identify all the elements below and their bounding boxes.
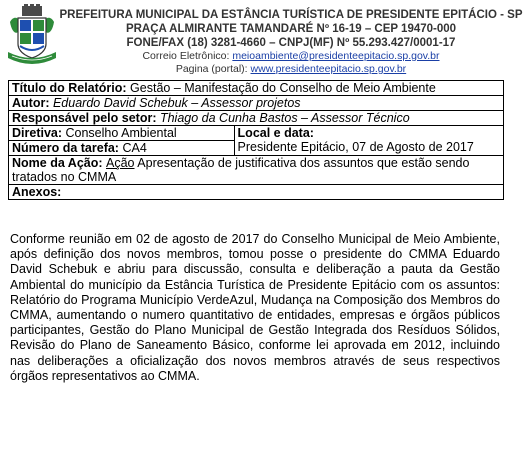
task-label: Número da tarefa: (12, 141, 119, 155)
row-attachments (9, 185, 504, 200)
email-label: Correio Eletrônico: (142, 50, 233, 62)
title-value: Gestão – Manifestação do Conselho de Meio Ambiente (126, 81, 436, 95)
row-directorate-place (9, 126, 504, 141)
author-label: Autor: (12, 96, 50, 110)
letterhead (56, 8, 526, 76)
municipal-crest-emblem (6, 4, 58, 70)
report-info-table (8, 80, 504, 200)
place-value: Presidente Epitácio, 07 de Agosto de 2017 (237, 140, 474, 154)
directorate-value: Conselho Ambiental (62, 126, 177, 140)
row-author (9, 96, 504, 111)
cell-directorate (9, 126, 235, 141)
portal-link[interactable]: www.presidenteepitacio.sp.gov.br (250, 63, 407, 75)
action-label: Nome da Ação: (12, 156, 107, 170)
author-value: Eduardo David Schebuk – Assessor projetos (49, 96, 301, 110)
row-responsible (9, 111, 504, 126)
row-title (9, 81, 504, 96)
report-body-paragraph: Conforme reunião em 02 de agosto de 2017 do Conselho Municipal de Meio Ambiente, após definição dos novos membros, tomou posse o presidente do CMMA Eduardo David Schebuk e abriu para discussão, consulta e deliberação a pauta da Gestão Ambiental do município da Estância Turística de Presidente Epitácio com os assuntos: Relatório do Programa Município VerdeAzul, Mudança na Composição dos Membros do CMMA, aumentando o numero quantitativo de entidades, empresas e órgãos públicos participantes, Gestão do Plano Municipal de Gestão Integrada dos Resíduos Sólidos, Revisão do Plano de Saneamento Básico, conforme lei aprovada em 2012, incluindo nas deliberações a oficialização dos novos membros através de seus respectivos órgãos representativos ao CMMA. (10, 232, 500, 383)
cell-attachments (9, 185, 504, 200)
letterhead-phone-cnpj: FONE/FAX (18) 3281-4660 – CNPJ(MF) Nº 55.293.427/0001-17 (126, 37, 456, 49)
action-underlined-word: Ação (106, 156, 135, 170)
responsible-value: Thiago da Cunha Bastos – Assessor Técnico (156, 111, 410, 125)
letterhead-address: PRAÇA ALMIRANTE TAMANDARÉ Nº 16-19 – CEP 19470-000 (125, 23, 457, 35)
cell-task (9, 141, 235, 156)
letterhead-institution: PREFEITURA MUNICIPAL DA ESTÂNCIA TURÍSTICA DE PRESIDENTE EPITÁCIO - SP (59, 9, 523, 21)
title-label: Título do Relatório: (12, 81, 127, 95)
attachments-label: Anexos: (12, 185, 62, 199)
row-action (9, 156, 504, 185)
email-link[interactable]: meioambiente@presidenteepitacio.sp.gov.br (232, 50, 440, 62)
letterhead-portal-line (56, 63, 526, 76)
cell-title (9, 81, 504, 96)
cell-author (9, 96, 504, 111)
cell-responsible (9, 111, 504, 126)
cell-place-date (234, 126, 503, 156)
directorate-label: Diretiva: (12, 126, 63, 140)
task-value: CA4 (118, 141, 147, 155)
cell-action (9, 156, 504, 185)
action-value: Apresentação de justificativa dos assuntos que estão sendo tratados no CMMA (12, 156, 470, 184)
place-label: Local e data: (237, 126, 314, 140)
portal-label: Pagina (portal): (175, 63, 251, 75)
letterhead-email-line (56, 50, 526, 63)
responsible-label: Responsável pelo setor: (12, 111, 157, 125)
